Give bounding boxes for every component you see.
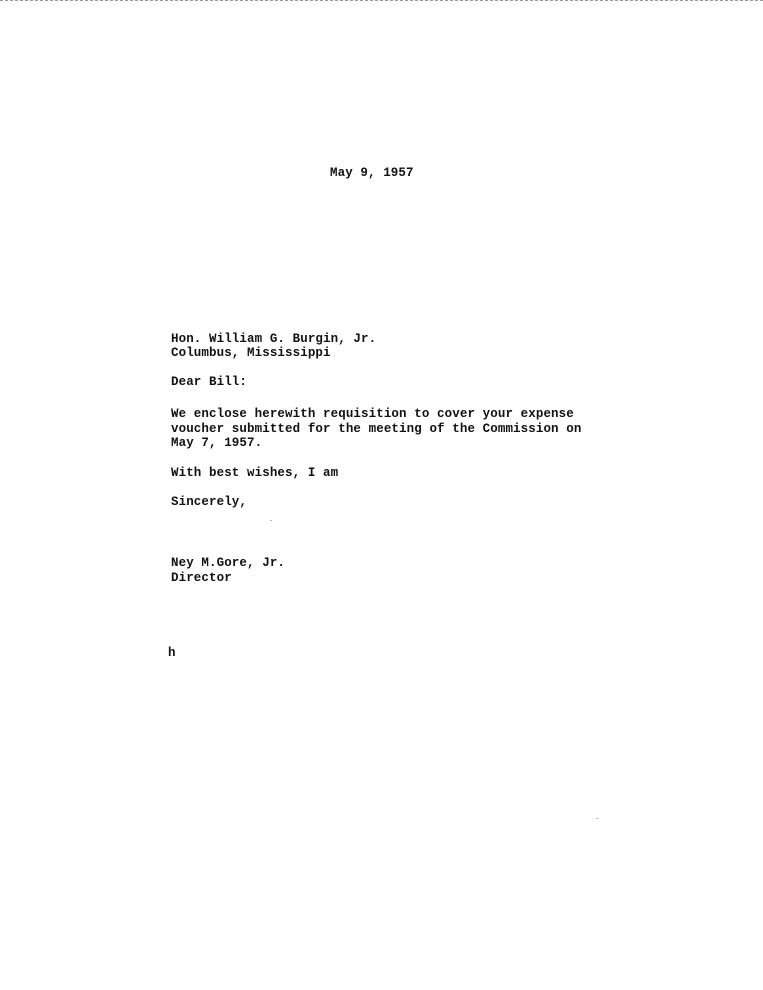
body-line-3: May 7, 1957. <box>171 436 263 450</box>
scan-speck <box>596 818 598 819</box>
body-line-2: voucher submitted for the meeting of the Commission on <box>171 422 582 436</box>
valediction: Sincerely, <box>171 495 248 509</box>
letter-date: May 9, 1957 <box>330 166 414 180</box>
salutation: Dear Bill: <box>171 375 248 389</box>
body-line-1: We enclose herewith requisition to cover your expense <box>171 407 574 421</box>
scan-speck <box>270 520 272 521</box>
recipient-location: Columbus, Mississippi <box>171 346 331 360</box>
typist-initials: h <box>168 646 176 660</box>
signatory-name: Ney M.Gore, Jr. <box>171 556 286 570</box>
page-top-border <box>0 0 763 1</box>
closing-line: With best wishes, I am <box>171 466 339 480</box>
signatory-title: Director <box>171 571 232 585</box>
recipient-name: Hon. William G. Burgin, Jr. <box>171 332 377 346</box>
